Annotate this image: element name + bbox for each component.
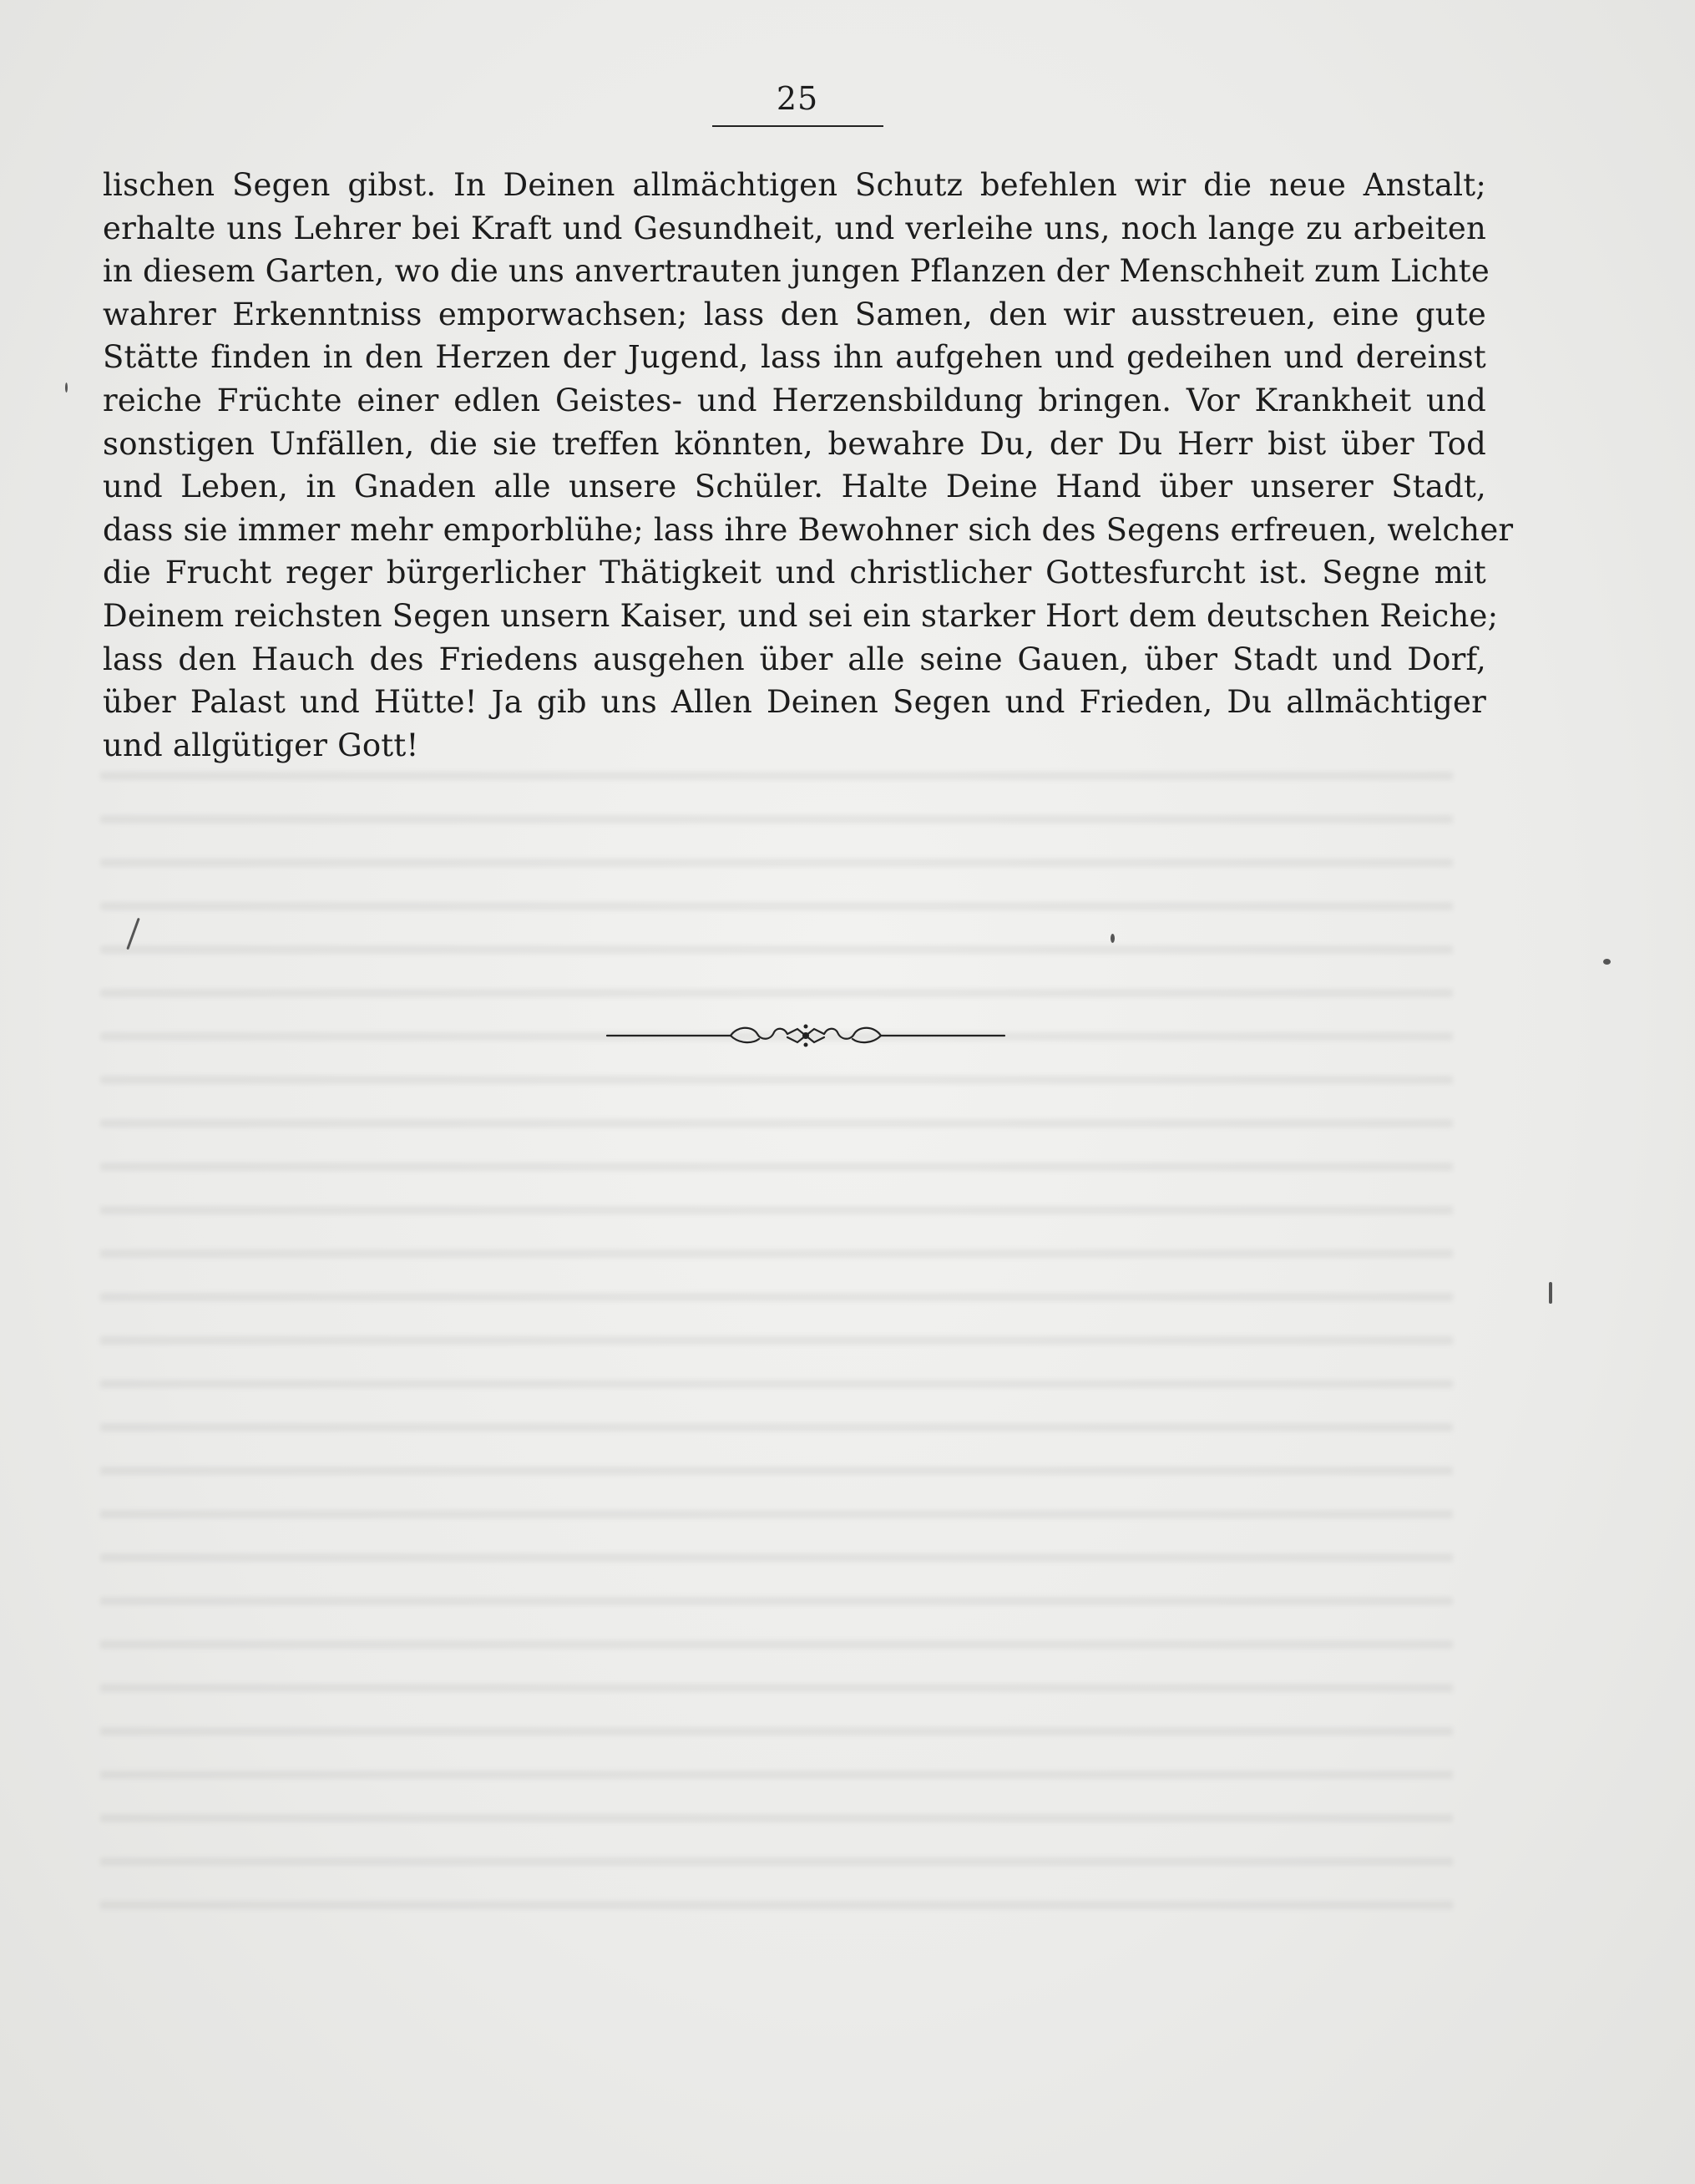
text-line: sonstigen Unfällen, die sie treffen könnten, bewahre Du, der Du Herr bist über Tod: [103, 425, 1486, 462]
body-text: [103, 164, 1514, 767]
text-line: lischen Segen gibst. In Deinen allmächtigen Schutz befehlen wir die neue Anstalt;: [103, 167, 1486, 203]
text-line: Stätte finden in den Herzen der Jugend, lass ihn aufgehen und gedeihen und dereinst: [103, 339, 1486, 376]
text-line: reiche Früchte einer edlen Geistes- und Herzensbildung bringen. Vor Krankheit und: [103, 382, 1486, 418]
text-line: und allgütiger Gott!: [103, 727, 419, 763]
text-line: über Palast und Hütte! Ja gib uns Allen Deinen Segen und Frieden, Du allmächtiger: [103, 684, 1486, 721]
paper-speck: [65, 383, 68, 393]
paper-speck: [1603, 959, 1611, 965]
text-line: und Leben, in Gnaden alle unsere Schüler. Halte Deine Hand über unserer Stadt,: [103, 469, 1486, 505]
text-line: erhalte uns Lehrer bei Kraft und Gesundheit, und verleihe uns, noch lange zu arbeiten: [103, 210, 1486, 246]
page-number: 25: [776, 80, 819, 117]
ornament-divider-icon: [605, 1019, 1006, 1052]
text-line: Deinem reichsten Segen unsern Kaiser, und sei ein starker Hort dem deutschen Reiche;: [103, 597, 1499, 634]
bleed-through-shadow: [100, 752, 1453, 1921]
paper-speck: [1549, 1282, 1552, 1304]
text-line: lass den Hauch des Friedens ausgehen über alle seine Gauen, über Stadt und Dorf,: [103, 641, 1486, 677]
text-line: in diesem Garten, wo die uns anvertrauten jungen Pflanzen der Menschheit zum Lichte: [103, 253, 1490, 290]
page-number-rule: [712, 125, 883, 127]
text-line: wahrer Erkenntniss emporwachsen; lass den Samen, den wir ausstreuen, eine gute: [103, 296, 1486, 332]
text-line: die Frucht reger bürgerlicher Thätigkeit und christlicher Gottesfurcht ist. Segne mit: [103, 555, 1486, 591]
paper-speck: [1111, 934, 1115, 943]
text-line: dass sie immer mehr emporblühe; lass ihre Bewohner sich des Segens erfreuen, welcher: [103, 511, 1514, 548]
